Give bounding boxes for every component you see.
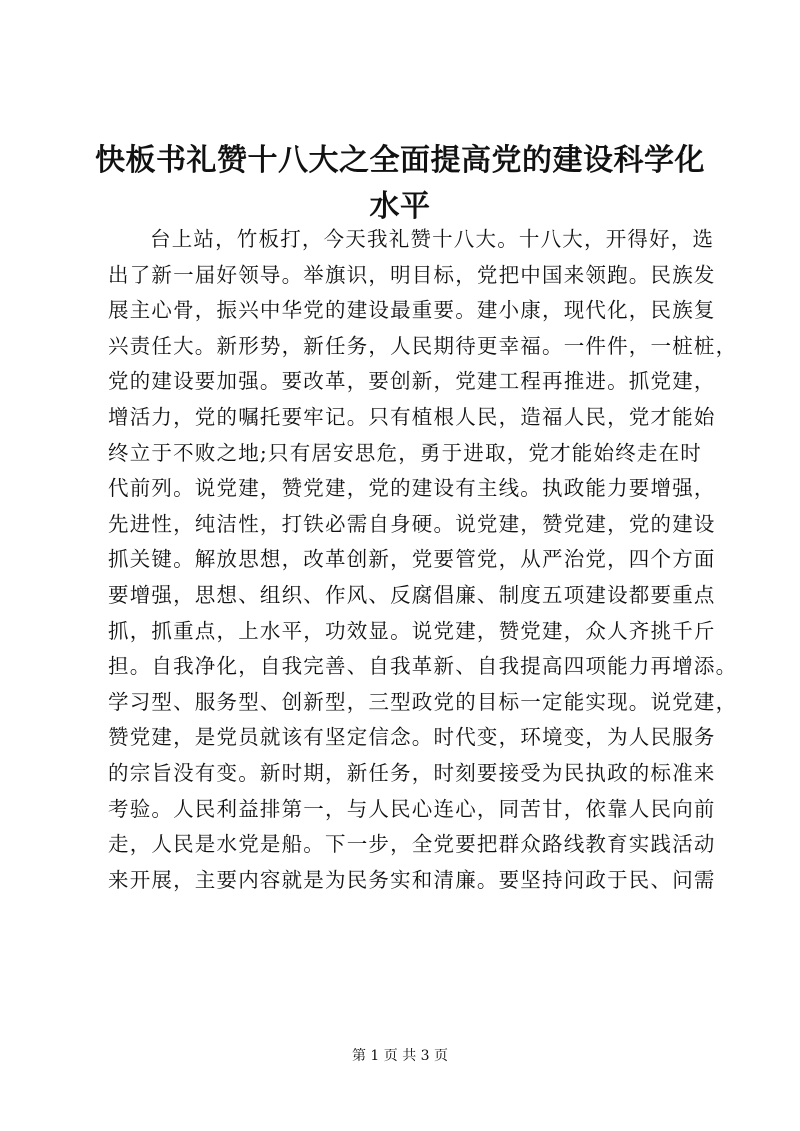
body-line: 代前列。说党建，赞党建，党的建设有主线。执政能力要增强， (108, 476, 716, 501)
body-line: 走，人民是水党是船。下一步，全党要把群众路线教育实践活动 (108, 832, 716, 857)
body-line: 的宗旨没有变。新时期，新任务，时刻要接受为民执政的标准来 (108, 760, 716, 785)
body-line: 来开展，主要内容就是为民务实和清廉。要坚持问政于民、问需 (108, 867, 716, 892)
body-line: 学习型、服务型、创新型，三型政党的目标一定能实现。说党建， (108, 689, 738, 714)
title-line-1: 快板书礼赞十八大之全面提高党的建设科学化 (95, 143, 705, 178)
body-line: 考验。人民利益排第一，与人民心连心，同苦甘，依靠人民向前 (108, 796, 716, 821)
body-line: 担。自我净化，自我完善、自我革新、自我提高四项能力再增添。 (108, 654, 738, 679)
page-footer: 第 1 页 共 3 页 (351, 1048, 449, 1064)
document-title (90, 138, 710, 230)
body-line: 兴责任大。新形势，新任务，人民期待更幸福。一件件，一桩桩， (108, 333, 738, 358)
body-line: 赞党建，是党员就该有坚定信念。时代变，环境变，为人民服务 (108, 725, 716, 750)
body-line: 终立于不败之地;只有居安思危，勇于进取，党才能始终走在时 (108, 440, 703, 465)
body-line: 先进性，纯洁性，打铁必需自身硬。说党建，赞党建，党的建设 (108, 511, 716, 536)
body-line: 展主心骨，振兴中华党的建设最重要。建小康，现代化，民族复 (108, 298, 716, 323)
document-body (108, 222, 738, 898)
body-line: 增活力，党的嘱托要牢记。只有植根人民，造福人民，党才能始 (108, 404, 716, 429)
body-line: 出了新一届好领导。举旗识，明目标，党把中国来领跑。民族发 (108, 262, 716, 287)
body-line: 抓，抓重点，上水平，功效显。说党建，赞党建，众人齐挑千斤 (108, 618, 716, 643)
body-line: 抓关键。解放思想，改革创新，党要管党，从严治党，四个方面 (108, 547, 716, 572)
body-line: 要增强，思想、组织、作风、反腐倡廉、制度五项建设都要重点 (108, 582, 716, 607)
body-line: 台上站，竹板打，今天我礼赞十八大。十八大，开得好，选 (150, 227, 715, 251)
title-line-2: 水平 (369, 189, 431, 224)
body-line: 党的建设要加强。要改革，要创新，党建工程再推进。抓党建， (108, 369, 716, 394)
